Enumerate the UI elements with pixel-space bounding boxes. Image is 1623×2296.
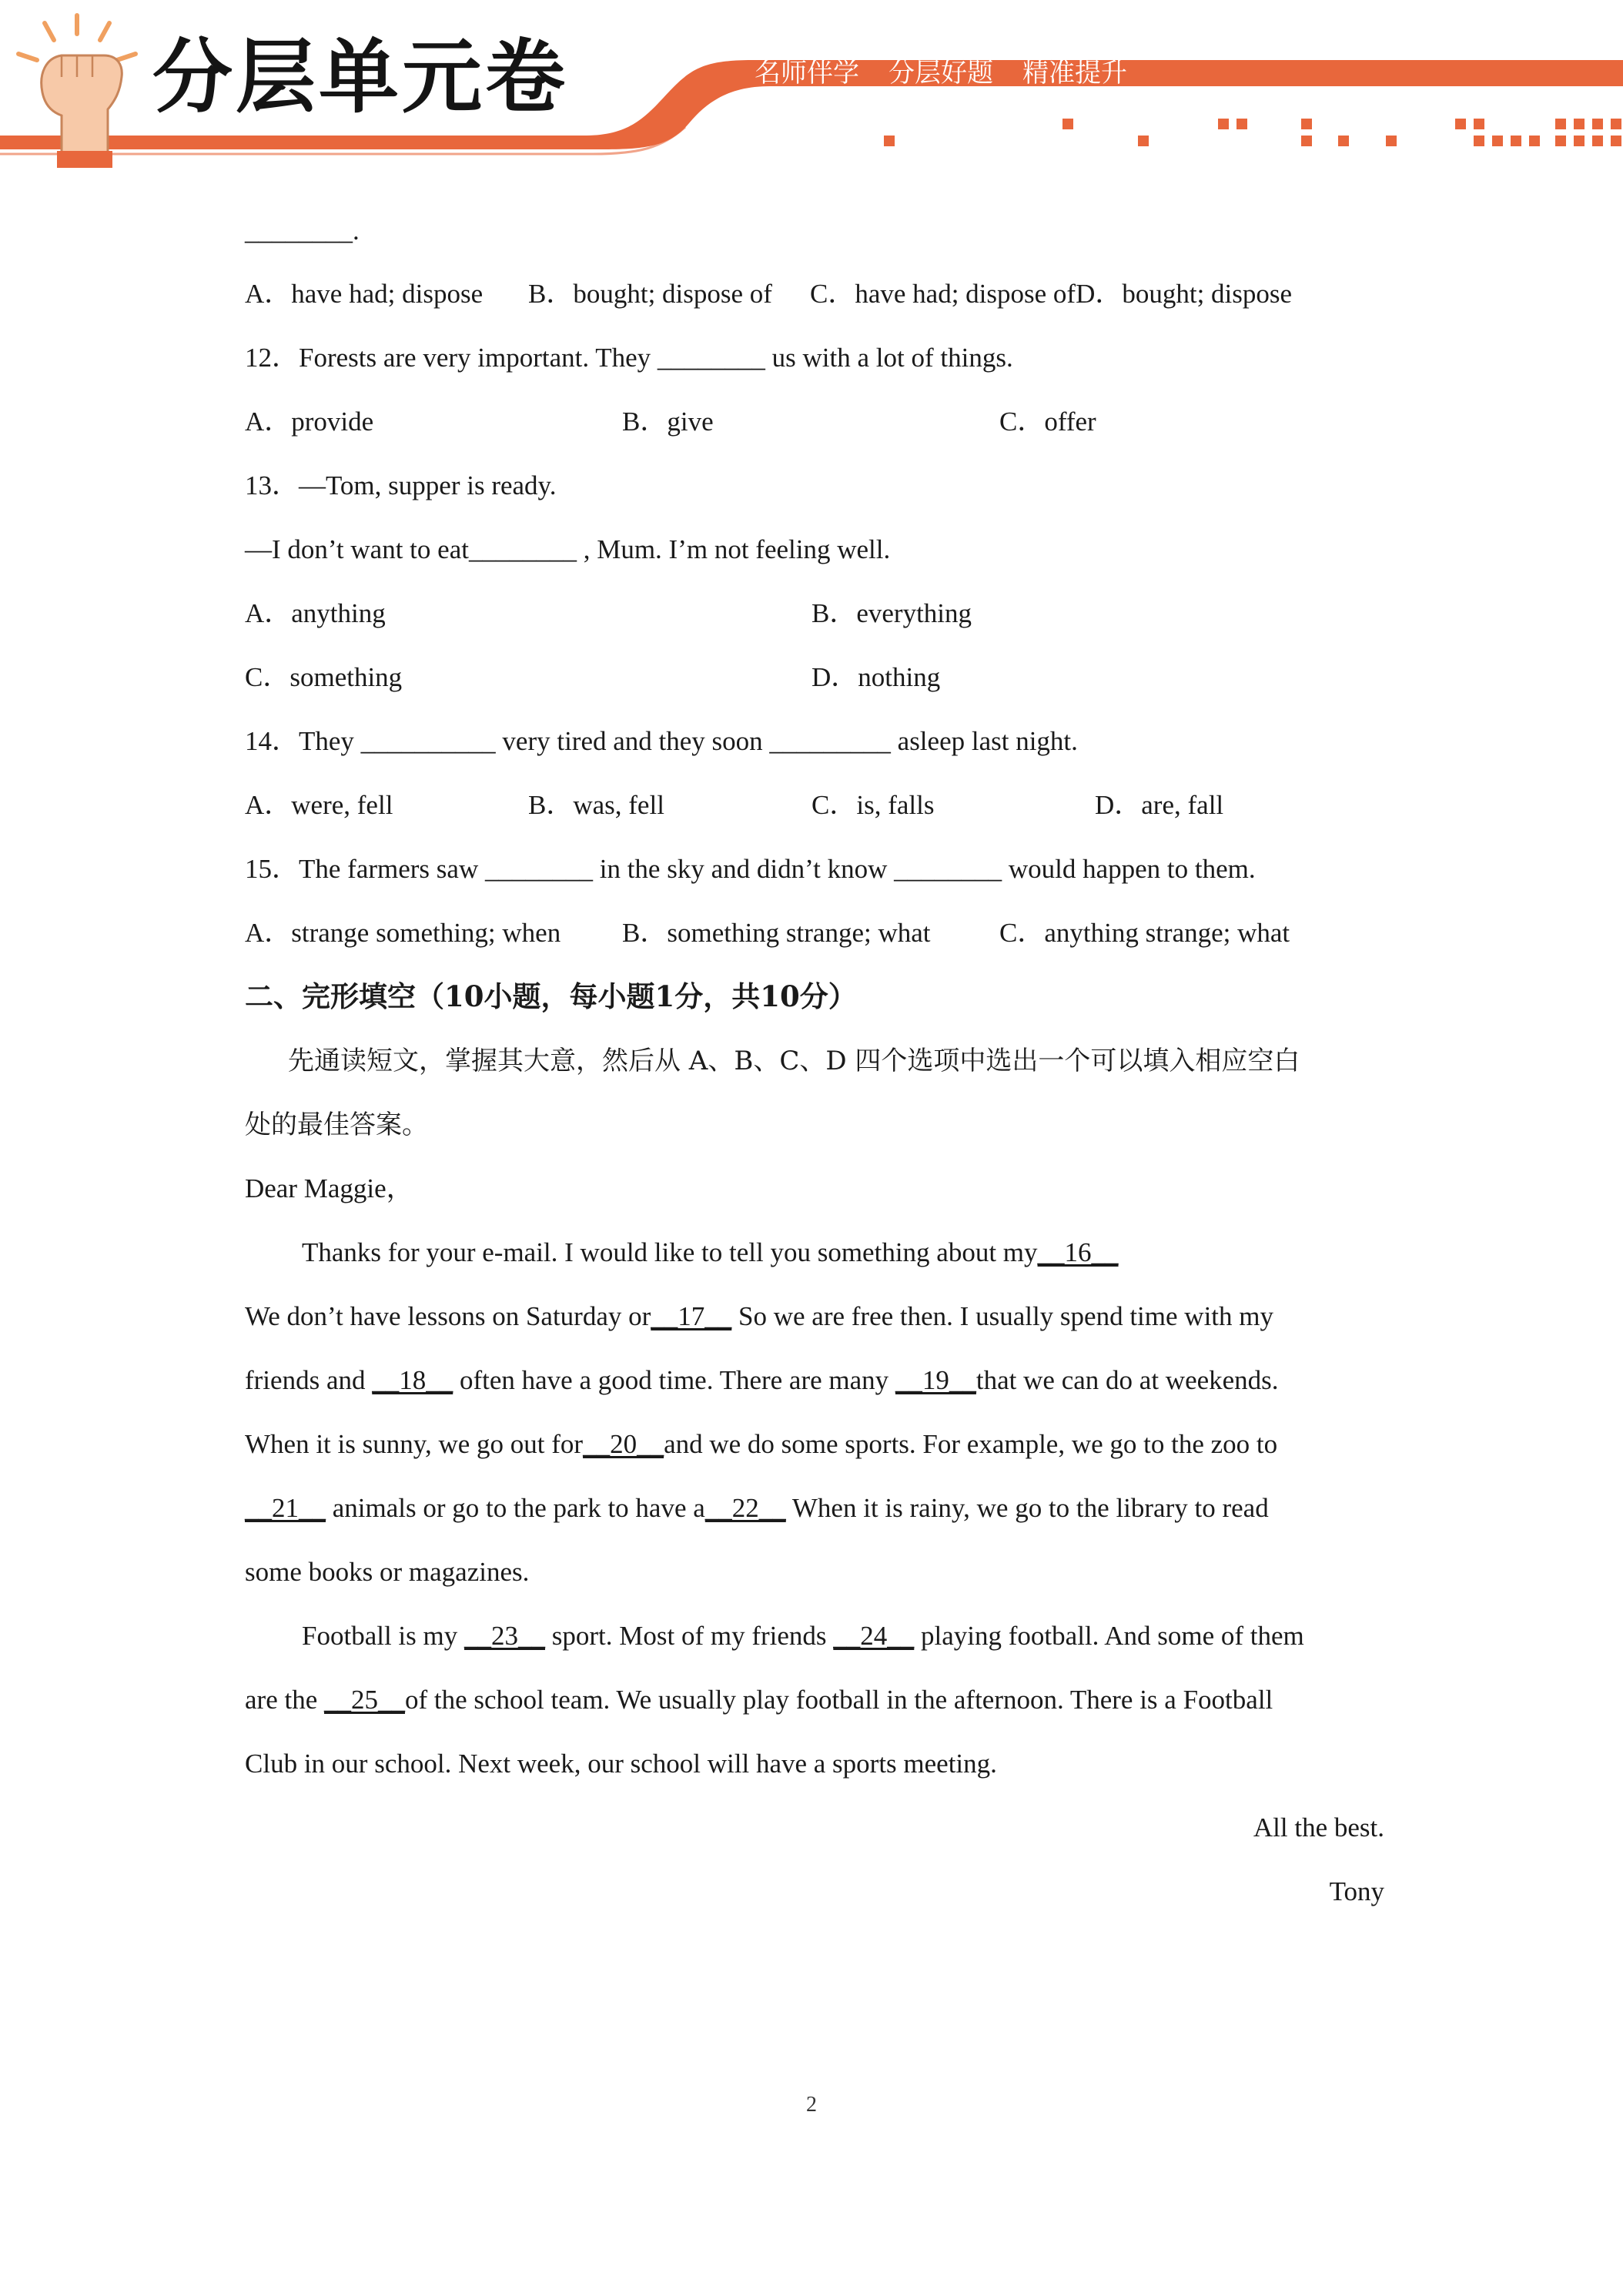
letter-text: playing football. And some of them <box>914 1621 1304 1651</box>
section-title: 二、完形填空（10小题，每小题1分，共10分） <box>245 979 857 1013</box>
q12-option-c: C．offer <box>999 407 1096 437</box>
q11-blank-tail: ________. <box>245 216 360 246</box>
letter-paragraph-2-line-1 <box>302 1619 1304 1653</box>
blank-17: __17__ <box>651 1301 732 1331</box>
q15-option-b: B．something strange; what <box>622 918 931 948</box>
letter-paragraph-2-line-3: Club in our school. Next week, our school will have a sports meeting. <box>245 1749 997 1779</box>
q14-stem: 14．They __________ very tired and they soon _________ asleep last night. <box>245 726 1078 756</box>
letter-paragraph-1-line-1 <box>302 1236 1119 1270</box>
slogan-item: 分层好题 <box>888 58 993 89</box>
q15-option-c: C．anything strange; what <box>999 918 1290 948</box>
page-header <box>0 0 1623 169</box>
q13-option-c: C．something <box>245 662 403 692</box>
slogan-item: 精准提升 <box>1022 58 1127 89</box>
blank-18: __18__ <box>372 1365 453 1395</box>
section-instruction-line-2: 处的最佳答案。 <box>245 1110 428 1140</box>
q11-option-b: B．bought; dispose of <box>528 279 772 309</box>
q12-option-b: B．give <box>622 407 714 437</box>
letter-text: We don’t have lessons on Saturday or <box>245 1301 651 1331</box>
letter-text: sport. Most of my friends <box>545 1621 834 1651</box>
q14-option-b: B．was, fell <box>528 790 664 820</box>
letter-text: often have a good time. There are many <box>453 1365 895 1395</box>
letter-text: and we do some sports. For example, we go to the zoo to <box>664 1429 1278 1459</box>
q14-option-d: D．are, fall <box>1095 790 1224 820</box>
blank-25: __25__ <box>323 1685 405 1715</box>
q13-stem-1: 13．—Tom, supper is ready. <box>245 470 557 500</box>
q15-stem: 15．The farmers saw ________ in the sky and didn’t know ________ would happen to them. <box>245 854 1256 884</box>
q15-option-a: A．strange something; when <box>245 918 561 948</box>
letter-text: So we are free then. I usually spend time with my <box>731 1301 1273 1331</box>
blank-20: __20__ <box>583 1429 664 1459</box>
q12-option-a: A．provide <box>245 407 374 437</box>
page-number: 2 <box>806 2093 817 2117</box>
letter-text: When it is rainy, we go to the library to read <box>785 1493 1269 1523</box>
blank-23: __23__ <box>464 1621 545 1651</box>
q14-option-a: A．were, fell <box>245 790 393 820</box>
q13-option-b: B．everything <box>812 598 972 628</box>
decorative-squares <box>884 119 1621 146</box>
letter-paragraph-1-line-6: some books or magazines. <box>245 1557 530 1587</box>
q11-option-c: C．have had; dispose ofD．bought; dispose <box>810 279 1293 309</box>
letter-paragraph-1-line-3 <box>245 1364 1279 1397</box>
letter-closing: All the best. <box>1253 1812 1384 1842</box>
letter-text: animals or go to the park to have a <box>326 1493 705 1523</box>
q11-options <box>245 277 483 311</box>
letter-text: friends and <box>245 1365 373 1395</box>
q12-stem: 12．Forests are very important. They ________ us with a lot of things. <box>245 343 1013 373</box>
letter-signature: Tony <box>1329 1876 1384 1906</box>
blank-24: __24__ <box>833 1621 915 1651</box>
q13-option-d: D．nothing <box>812 662 941 692</box>
q14-option-c: C．is, falls <box>812 790 935 820</box>
blank-22: __22__ <box>704 1493 786 1523</box>
q11-option-a: A．have had; dispose <box>245 279 484 309</box>
letter-text: When it is sunny, we go out for <box>245 1429 584 1459</box>
brand-title: 分层单元卷 <box>152 30 569 124</box>
letter-text: Thanks for your e-mail. I would like to tell you something about my <box>302 1237 1038 1267</box>
letter-text: of the school team. We usually play football in the afternoon. There is a Football <box>404 1685 1273 1715</box>
section-instruction-line-1: 先通读短文，掌握其大意，然后从 A、B、C、D 四个选项中选出一个可以填入相应空白 <box>288 1046 1300 1076</box>
q13-option-a: A．anything <box>245 598 386 628</box>
letter-paragraph-1-line-2 <box>245 1300 1273 1334</box>
letter-paragraph-1-line-4 <box>245 1427 1277 1461</box>
slogan-bar <box>755 58 1186 89</box>
blank-21: __21__ <box>245 1493 326 1523</box>
letter-paragraph-2-line-2 <box>245 1683 1273 1717</box>
q13-stem-2: —I don’t want to eat________ , Mum. I’m not feeling well. <box>245 534 891 564</box>
letter-text: are the <box>245 1685 324 1715</box>
letter-text: Football is my <box>302 1621 464 1651</box>
letter-text: that we can do at weekends. <box>975 1365 1279 1395</box>
blank-19: __19__ <box>895 1365 976 1395</box>
slogan-item: 名师伴学 <box>755 58 859 89</box>
letter-paragraph-1-line-5 <box>245 1491 1269 1525</box>
letter-greeting: Dear Maggie， <box>245 1173 413 1203</box>
blank-16: __16__ <box>1037 1237 1119 1267</box>
